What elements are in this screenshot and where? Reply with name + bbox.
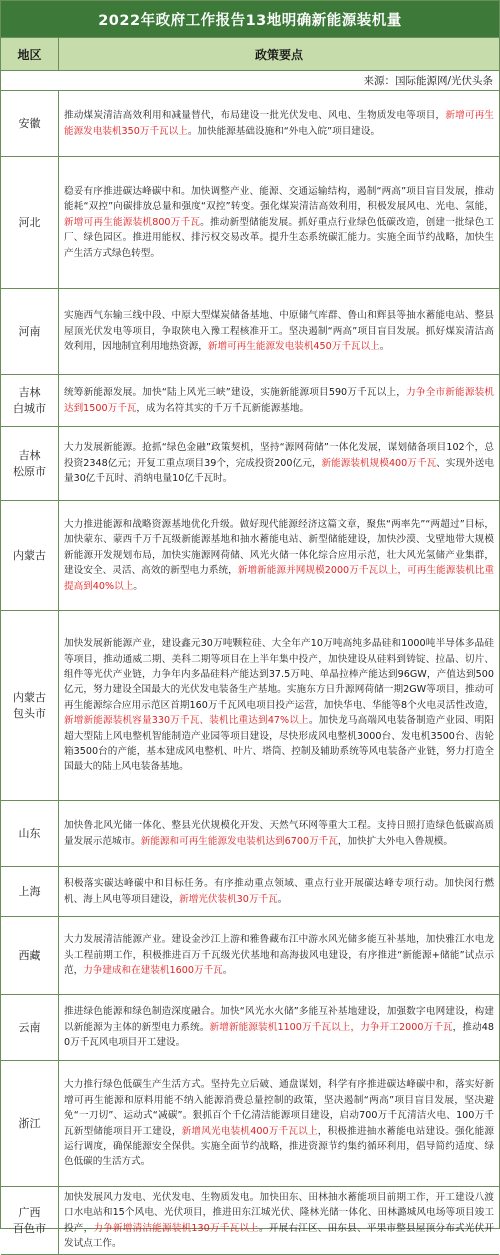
table-title: 2022年政府工作报告13地明确新能源装机量 [1,1,499,37]
table-row [1,1187,499,1255]
policy-cell [59,375,499,426]
region-cell: 吉林 松原市 [1,427,59,500]
policy-cell [59,801,499,866]
policy-cell [59,501,499,610]
policy-highlight: 新增可再生能源装机800万千瓦 [64,216,201,228]
policy-text [64,818,494,849]
policy-text [64,1004,494,1050]
policy-highlight: 新增可再生能源发电装机350万千瓦以上 [64,110,495,137]
policy-highlight: 新增风光电装机400万千瓦以上 [181,1125,318,1137]
policy-text [64,636,494,774]
policy-highlight: 力争建成和在建装机1600万千瓦 [83,965,223,977]
region-cell: 浙江 [1,1061,59,1186]
policy-text [64,108,494,139]
region-cell: 内蒙古 包头市 [1,611,59,800]
policy-text-after: 。加快龙马高端风电装备制造产业园、明阳超大型陆上风电整机智能制造产业园等项目建设，尽快形成风电整机3000台、发电机3500台、齿轮箱3500台的产能，基本建成风电整机、叶片、塔筒、控制及辅助系统等风电装备产业链，努力打造全国最大的陆上风电装备基地。 [64,715,494,773]
policy-cell [59,289,499,374]
policy-text [64,517,494,594]
header-policy: 政策要点 [254,47,303,62]
policy-highlight: 新增新能源装机1100万千瓦以上，力争开工2000万千瓦 [209,1021,453,1033]
table-row [1,867,499,917]
region-cell: 西藏 [1,917,59,994]
table-row [1,427,499,501]
policy-text-after: 。 [379,341,390,353]
policy-text-before: 大力推行绿色低碳生产生活方式。坚持先立后破、通盘谋划，科学有序推进碳达峰碳中和，落实好新增可再生能源和原料用能不纳入能源消费总量控制的政策，坚决遏制“两高”项目盲目发展，坚决避免“一刀切”、运动式“减碳”。狠抓百个千亿清洁能源项目建设，启动700万千瓦清洁火电、100万千瓦新型储能项目开工建设， [64,1079,494,1137]
policy-highlight: 力争全市新能源装机达到1500万千瓦 [64,387,494,414]
region-cell: 河南 [1,289,59,374]
policy-text [64,385,494,416]
policy-cell [59,611,499,800]
policy-text-after: ，成为名符其实的千万千瓦新能源基地。 [136,402,310,414]
policy-text-after: 。 [133,580,143,592]
region-cell: 广西 百色市 [1,1187,59,1254]
policy-text-before: 加快发展风力发电、光伏发电、生物质发电。加快田东、田林抽水蓄能项目前期工作，开工建设八渡口水电站和15个风电、光伏项目，推进田东江城光伏、隆林光储一体化、田林潞城风电场等项目竣工投产， [64,1191,494,1234]
table-row [1,801,499,867]
table-row [1,501,499,611]
table-row [1,995,499,1061]
policy-cell [59,1187,499,1254]
region-cell: 内蒙古 [1,501,59,610]
policy-text-before: 积极落实碳达峰碳中和目标任务。有序推动重点领域、重点行业开展碳达峰专项行动。加快闵行燃机、海上风电等项目建设， [64,878,494,905]
table-row [1,375,499,427]
policy-text-after: ，推动480万千瓦风电项目开工建设。 [64,1021,494,1049]
table-body [1,91,499,1255]
policy-highlight: 新能源装机规模400万千瓦 [321,457,437,469]
header-region: 地区 [1,38,59,70]
policy-cell [59,1061,499,1186]
table-row [1,289,499,375]
policy-text-before: 大力发展新能源。抢抓“绿色金融”政策契机，坚持“源网荷储”一体化发展，谋划储备项目102个，总投资2348亿元；开复工重点项目39个，完成投资200亿元， [64,442,494,469]
policy-text-after: 。推动新型储能发展。抓好重点行业绿色低碳改造，创建一批绿色工厂、绿色园区。推进用能权、排污权交易改革。提升生态系统碳汇能力。实施全面节约战略，加快生产生活方式绿色转型。 [64,216,495,259]
table-row [1,611,499,801]
policy-text-before: 统筹新能源发展。加快“陆上风光三峡”建设，实施新能源项目590万千瓦以上， [64,387,407,399]
policy-text [64,308,494,354]
policy-text-before: 推动煤炭清洁高效利用和减量替代，布局建设一批光伏发电、风电、生物质发电等项目， [64,110,446,122]
table-row [1,157,499,289]
policy-cell [59,427,499,500]
region-cell: 吉林 白城市 [1,375,59,426]
policy-text-before: 大力推进能源和战略资源基地优化升级。做好现代能源经济这篇文章，聚焦“两率先”“两超过”目标，加快蒙东、蒙西千万千瓦级新能源基地和抽水蓄能电站、新型储能建设，加快沙漠、戈壁地带大规模新能源开发规划布局，加快实施源网荷储、风光火储一体化综合应用示范，壮大风光氢储产业集群，建设安全、灵活、高效的新型电力系统， [64,519,494,577]
policy-text [64,184,494,261]
policy-text-before: 推进绿色能源和绿色制造深度融合。加快“风光水火储”多能互补基地建设，加强数字电网建设，构建以新能源为主体的新型电力系统。 [64,1006,494,1033]
policy-text-after: 。加快能源基础设施和“外电入皖”项目建设。 [187,125,381,137]
policy-text-before: 加快鲁北风光储一体化、整县光伏规模化开发、天然气环网等重大工程。支持日照打造绿色低碳高质量发展示范城市。 [64,820,494,847]
policy-text [64,1077,494,1169]
policy-text-after: 、实现外送电量30亿千瓦时、消纳电量10亿千瓦时。 [64,457,495,485]
policy-highlight: 新能源和可再生能源发电装机达到6700万千瓦 [140,835,338,847]
policy-text-after: 。开展右江区、田东县、平果市整县屋顶分布式光伏开发试点工作。 [64,1222,495,1249]
policy-text-after: ，加快扩大外电入鲁规模。 [337,835,453,847]
region-cell: 上海 [1,867,59,916]
policy-text-before: 大力发展清洁能源产业。建设金沙江上游和雅鲁藏布江中游水风光储多能互补基地，加快雅江水电龙头工程前期工作，积极推进百万千瓦级光伏基地和高海拔风电建设，有序推进“新能源+储能”试点示范， [64,934,494,977]
table-header [1,37,499,71]
policy-highlight: 新增新能源并网规模2000万千瓦以上，可再生能源装机比重提高到40%以上 [64,565,495,592]
region-cell: 云南 [1,995,59,1060]
policy-text-after: ，积极推进抽水蓄能电站建设。强化能源运行调度，确保能源安全保供。实施全面节约战略，推进资源节约集约循环利用，倡导简约适度、绿色低碳的生活方式。 [64,1125,495,1168]
policy-text-before: 稳妥有序推进碳达峰碳中和。加快调整产业、能源、交通运输结构，遏制“两高”项目盲目发展，推动能耗“双控”向碳排放总量和强度“双控”转变。强化煤炭清洁高效利用，积极发展风电、光电、氢能， [64,186,494,213]
policy-cell [59,91,499,156]
policy-text-before: 实施西气东输三线中段、中原大型煤炭储备基地、中原储气库群、鲁山和辉县等抽水蓄能电站、整县屋顶光伏发电等项目，争取陕电入豫工程核准开工。坚决遏制“两高”项目盲目发展。抓好煤炭清洁高效利用，因地制宜利用地热资源， [64,310,494,353]
policy-text [64,1190,494,1251]
policy-highlight: 新增可再生能源发电装机450万千瓦以上 [207,341,380,353]
policy-text [64,932,494,978]
policy-cell [59,917,499,994]
table-row [1,1061,499,1187]
policy-highlight: 力争新增清洁能源装机130万千瓦以上 [93,1222,259,1234]
policy-text-after: 。 [277,893,288,905]
policy-highlight: 新增光伏装机30万千瓦 [179,893,278,905]
region-cell: 河北 [1,157,59,288]
policy-highlight: 新增新能源装机容量330万千瓦、装机比重达到47%以上 [64,715,309,727]
table-row [1,91,499,157]
policy-text-before: 加快发展新能源产业，建设鑫元30万吨颗粒硅、大全年产10万吨高纯多晶硅和1000吨半导体多晶硅等项目，推动通威二期、美科二期等项目在上半年集中投产，加快建设从硅料到铸锭、拉晶、切片、组件等光伏产业链，力争年内多晶硅料产能达到37.5万吨、单晶拉棒产能达到96GW，产值达到500亿元，努力建设全国最大的光伏发电装备生产基地。实施东方日升源网荷储一期2GW等项目，推动可再生能源综合应用示范区首期160万千瓦风电项目投产运营，加快华电、华能等8个火电灵活性改造， [64,638,494,711]
policy-cell [59,867,499,916]
policy-cell [59,995,499,1060]
policy-cell [59,157,499,288]
policy-text [64,440,494,486]
table-row [1,917,499,995]
source-note: 来源：国际能源网/光伏头条 [1,71,499,91]
region-cell: 安徽 [1,91,59,156]
policy-text [64,876,494,907]
policy-text-after: 。 [222,965,233,977]
region-cell: 山东 [1,801,59,866]
